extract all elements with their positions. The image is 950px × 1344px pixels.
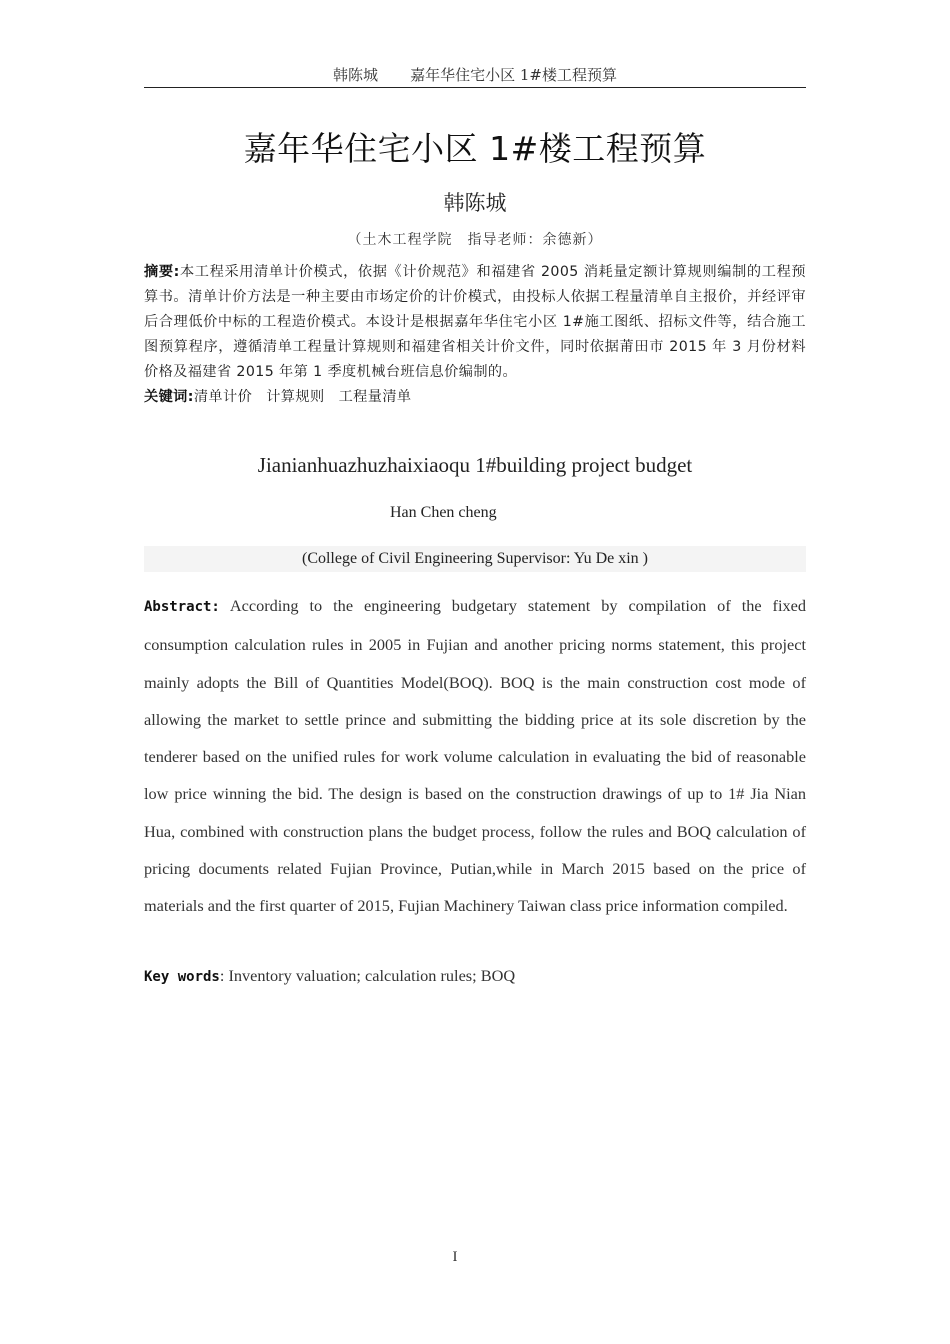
chinese-keywords bbox=[144, 385, 806, 410]
running-header bbox=[144, 66, 806, 84]
chinese-abstract-text: 本工程采用清单计价模式，依据《计价规范》和福建省 2005 消耗量定额计算规则编制的工程预算书。清单计价方法是一种主要由市场定价的计价模式，由投标人依据工程量清单自主报价，并经评审后合理低价中标的工程造价模式。本设计是根据嘉年华住宅小区 1#施工图纸、招标文件等，结合施工图预算程序，遵循清单工程量计算规则和福建省相关计价文件，同时依据莆田市 2015 年 3 月份材料价格及福建省 2015 年第 1 季度机械台班信息价编制的。 bbox=[144, 264, 806, 380]
header-title: 嘉年华住宅小区 1#楼工程预算 bbox=[410, 66, 617, 84]
chinese-keywords-label: 关键词: bbox=[144, 389, 194, 405]
english-keywords-label: Key words bbox=[144, 969, 220, 985]
english-keywords-text: : Inventory valuation; calculation rules; BOQ bbox=[219, 966, 516, 985]
chinese-abstract-label: 摘要: bbox=[144, 264, 180, 280]
header-author: 韩陈城 bbox=[333, 66, 379, 84]
chinese-affiliation: （土木工程学院 指导老师：余德新） bbox=[347, 232, 603, 248]
english-abstract-label: Abstract: bbox=[144, 599, 220, 615]
page-number: I bbox=[452, 1249, 458, 1265]
english-abstract bbox=[144, 587, 806, 925]
english-keywords bbox=[144, 963, 806, 990]
chinese-abstract bbox=[144, 260, 806, 385]
english-author: Han Chen cheng bbox=[390, 504, 497, 521]
chinese-keyword: 清单计价 bbox=[193, 389, 253, 405]
header-rule bbox=[144, 87, 806, 88]
chinese-author: 韩陈城 bbox=[443, 191, 507, 215]
english-affiliation: (College of Civil Engineering Supervisor: Yu De xin ) bbox=[144, 546, 806, 572]
chinese-keyword: 工程量清单 bbox=[338, 389, 412, 405]
english-title: Jianianhuazhuzhaixiaoqu 1#building project budget bbox=[257, 453, 693, 477]
chinese-title: 嘉年华住宅小区 1#楼工程预算 bbox=[243, 129, 707, 168]
chinese-keyword: 计算规则 bbox=[266, 389, 325, 405]
english-abstract-text: According to the engineering budgetary statement by compilation of the fixed consumption calculation rules in 2005 in Fujian and another pricing norms statement, this project mainly adopts the Bill of Quantities Model(BOQ). BOQ is the main construction cost mode of allowing the market to settle prince and submitting the bidding price at its sole discretion by the tenderer based on the unified rules for work volume calculation in evaluating the bid of reasonable low price winning the bid. The design is based on the construction drawings of up to 1# Jia Nian Hua, combined with construction plans the budget process, follow the rules and BOQ calculation of pricing documents related Fujian Province, Putian,while in March 2015 based on the price of materials and the first quarter of 2015, Fujian Machinery Taiwan class price information compiled. bbox=[144, 596, 806, 916]
